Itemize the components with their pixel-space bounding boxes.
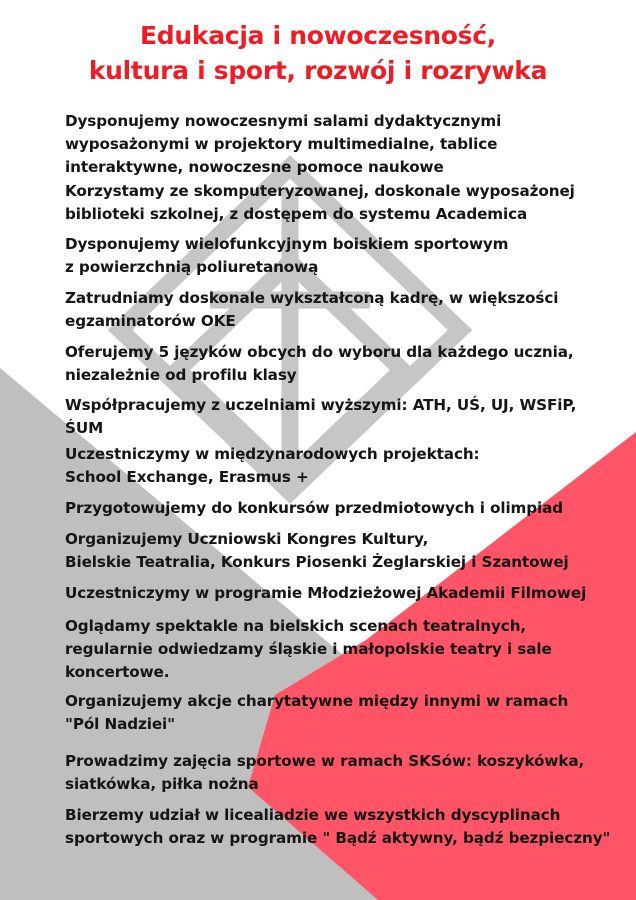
item-line: Organizujemy akcje charytatywne między innymi w ramach — [65, 692, 569, 710]
list-item — [65, 615, 625, 684]
list-item — [65, 233, 625, 279]
list-item — [65, 110, 625, 179]
item-line: niezależnie od profilu klasy — [65, 366, 297, 384]
item-line: Prowadzimy zajęcia sportowe w ramach SKSów: koszykówka, — [65, 752, 585, 770]
item-line: Bierzemy udział w licealiadzie we wszystkich dyscyplinach — [65, 806, 561, 824]
item-line: Przygotowujemy do konkursów przedmiotowych i olimpiad — [65, 499, 564, 517]
item-line: Uczestniczymy w międzynarodowych projektach: — [65, 445, 480, 463]
item-line: sportowych oraz w programie " Bądź aktywny, bądź bezpieczny" — [65, 829, 611, 847]
title-line-1: Edukacja i nowoczesność, — [140, 21, 496, 50]
item-line: interaktywne, nowoczesne pomoce naukowe — [65, 158, 444, 176]
title-line-2: kultura i sport, rozwój i rozrywka — [88, 56, 548, 85]
page-title — [0, 18, 636, 88]
item-line: Uczestniczymy w programie Młodzieżowej Akademii Filmowej — [65, 584, 587, 602]
item-line: Dysponujemy wielofunkcyjnym boiskiem sportowym — [65, 235, 509, 253]
item-line: Dysponujemy nowoczesnymi salami dydaktycznymi — [65, 112, 502, 130]
item-line: Współpracujemy z uczelniami wyższymi: ATH, UŚ, UJ, WSFiP, — [65, 396, 577, 414]
list-item — [65, 690, 625, 736]
list-item — [65, 497, 625, 520]
item-line: biblioteki szkolnej, z dostępem do systemu Academica — [65, 205, 528, 223]
item-line: Zatrudniamy doskonale wykształconą kadrę, w większości — [65, 289, 559, 307]
item-line: "Pól Nadziei" — [65, 715, 175, 733]
item-line: Bielskie Teatralia, Konkurs Piosenki Żeglarskiej i Szantowej — [65, 553, 569, 571]
list-item — [65, 582, 625, 605]
item-line: siatkówka, piłka nożna — [65, 775, 259, 793]
item-line: z powierzchnią poliuretanową — [65, 258, 319, 276]
list-item — [65, 341, 625, 387]
list-item — [65, 443, 625, 489]
item-line: Organizujemy Uczniowski Kongres Kultury, — [65, 530, 429, 548]
item-line: Korzystamy ze skomputeryzowanej, doskonale wyposażonej — [65, 182, 575, 200]
item-line: koncertowe. — [65, 663, 170, 681]
item-line: regularnie odwiedzamy śląskie i małopolskie teatry i sale — [65, 640, 552, 658]
list-item — [65, 287, 625, 333]
item-line: School Exchange, Erasmus + — [65, 468, 309, 486]
list-item — [65, 804, 625, 850]
list-item — [65, 180, 625, 226]
item-line: ŚUM — [65, 419, 104, 437]
list-item — [65, 750, 625, 796]
list-item — [65, 394, 625, 440]
item-line: Oglądamy spektakle na bielskich scenach teatralnych, — [65, 617, 527, 635]
list-item — [65, 528, 625, 574]
item-line: egzaminatorów OKE — [65, 312, 236, 330]
item-line: wyposażonymi w projektory multimedialne, tablice — [65, 135, 498, 153]
item-line: Oferujemy 5 języków obcych do wyboru dla każdego ucznia, — [65, 343, 574, 361]
